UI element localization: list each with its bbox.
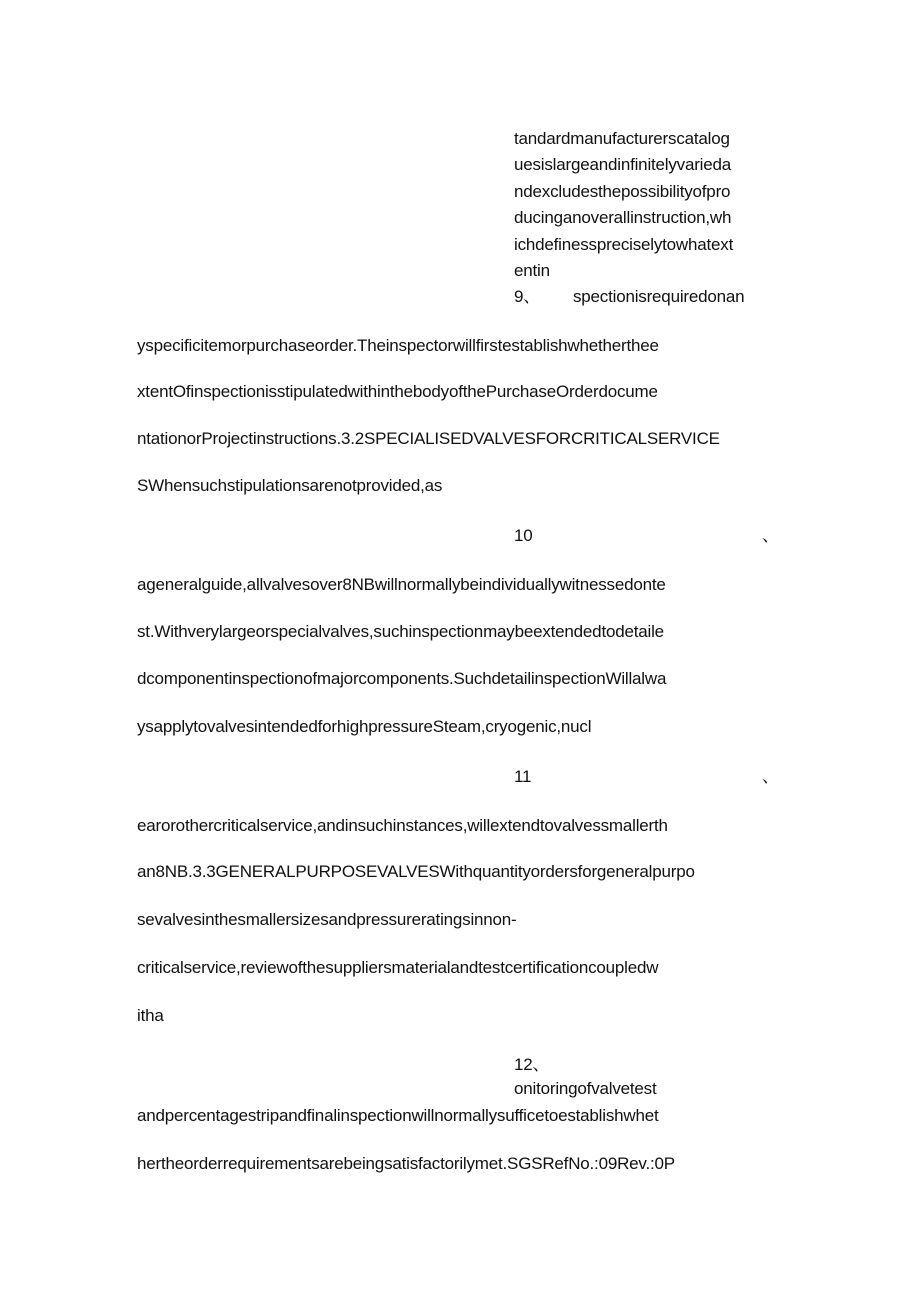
item-text: spectionisrequiredonan: [573, 287, 745, 306]
text-line: ysapplytovalvesintendedforhighpressureSteam,cryogenic,nucl: [137, 717, 592, 736]
item-text: onitoringofvalvetest: [514, 1079, 657, 1098]
text-line: dcomponentinspectionofmajorcomponents.SuchdetailinspectionWillalwa: [137, 669, 667, 688]
text-line: xtentOfinspectionisstipulatedwithinthebodyofthePurchaseOrderdocume: [137, 382, 658, 401]
text-line: earorothercriticalservice,andinsuchinstances,willextendtovalvessmallerth: [137, 816, 668, 835]
text-line: tandardmanufacturerscatalog: [514, 129, 730, 148]
enumeration-mark: 、: [762, 526, 779, 545]
text-line: SWhensuchstipulationsarenotprovided,as: [137, 476, 443, 495]
text-line: hertheorderrequirementsarebeingsatisfactorilymet.SGSRefNo.:09Rev.:0P: [137, 1154, 675, 1173]
text-line: ichdefinesspreciselytowhatext: [514, 235, 734, 254]
item-number: 10: [514, 526, 533, 545]
text-line: criticalservice,reviewofthesuppliersmaterialandtestcertificationcoupledw: [137, 958, 659, 977]
text-line: entin: [514, 261, 550, 280]
text-line: yspecificitemorpurchaseorder.Theinspectorwillfirstestablishwhetherthee: [137, 336, 659, 355]
text-line: itha: [137, 1006, 164, 1025]
text-line: andpercentagestripandfinalinspectionwillnormallysufficetoestablishwhet: [137, 1106, 659, 1125]
text-line: ageneralguide,allvalvesover8NBwillnormallybeindividuallywitnessedonte: [137, 575, 666, 594]
enumeration-mark: 、: [762, 767, 779, 786]
item-number: 9、: [514, 287, 541, 306]
text-line: sevalvesinthesmallersizesandpressureratingsinnon-: [137, 910, 517, 929]
text-line: ntationorProjectinstructions.3.2SPECIALISEDVALVESFORCRITICALSERVICE: [137, 429, 720, 448]
text-line: ducinganoverallinstruction,wh: [514, 208, 732, 227]
text-line: st.Withverylargeorspecialvalves,suchinspectionmaybeextendedtodetaile: [137, 622, 664, 641]
text-line: an8NB.3.3GENERALPURPOSEVALVESWithquantityordersforgeneralpurpo: [137, 862, 695, 881]
text-line: ndexcludesthepossibilityofpro: [514, 182, 731, 201]
item-number: 11: [514, 767, 532, 786]
item-number: 12、: [514, 1055, 550, 1074]
text-line: uesislargeandinfinitelyvarieda: [514, 155, 732, 174]
